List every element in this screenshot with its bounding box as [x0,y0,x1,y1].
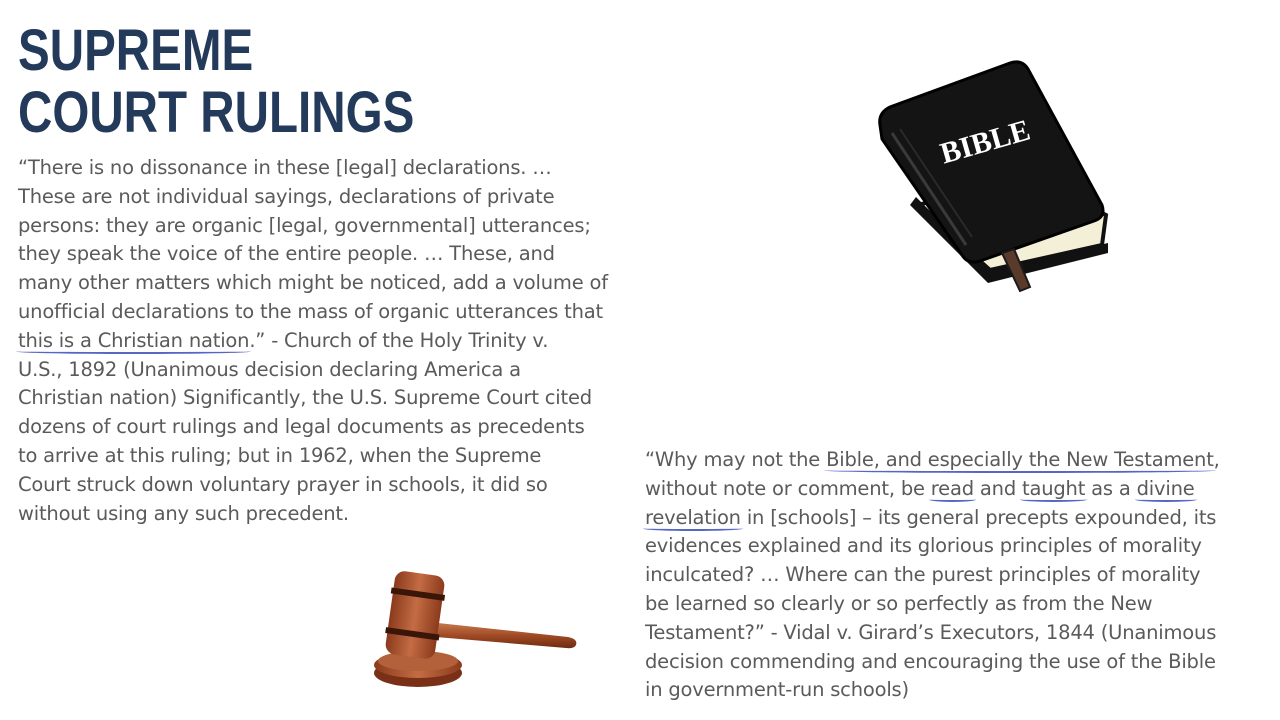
quote1-line [18,327,658,356]
bible-label: BIBLE [936,113,1034,171]
quote2-line [645,446,1275,475]
underlined-phrase: Bible, and especially the New Testament [826,448,1214,471]
quote1-line: Christian nation) Significantly, the U.S. Supreme Court cited [18,386,592,410]
underlined-phrase: this is a Christian nation [18,328,250,352]
quote1-line: many other matters which might be noticed, add a volume of [18,271,608,295]
quote2-line: in government-run schools) [645,678,909,702]
bible-book-icon [870,55,1120,295]
quote1-line: dozens of court rulings and legal documents as precedents [18,415,585,439]
quote2-line: inculcated? … Where can the purest principles of morality [645,563,1201,587]
quote1-line: without using any such precedent. [18,501,349,525]
quote2-text: without note or comment, be [645,476,931,500]
quote2-line [645,475,1275,504]
gavel-icon [368,565,583,700]
underlined-word: divine [1136,476,1195,500]
holy-trinity-quote [18,154,658,528]
title-line-1: SUPREME [18,18,254,83]
quote2-line: be learned so clearly or so perfectly as from the New [645,591,1153,615]
quote2-text: and [973,476,1023,500]
quote2-text: in [schools] – its general precepts expounded, its [740,505,1217,529]
underlined-word: revelation [645,505,741,529]
quote2-text: “Why may not the [645,448,827,471]
quote1-line: These are not individual sayings, declarations of private [18,184,555,208]
underlined-word: taught [1022,476,1086,500]
quote2-line: Testament?” - Vidal v. Girard’s Executors, 1844 (Unanimous [645,620,1217,644]
quote1-line: unofficial declarations to the mass of organic utterances that [18,299,603,323]
quote2-line: decision commending and encouraging the use of the Bible [645,649,1216,673]
quote1-line: to arrive at this ruling; but in 1962, when the Supreme [18,443,542,467]
quote1-text: .” - Church of the Holy Trinity v. [249,328,549,352]
title-line-2: COURT RULINGS [18,80,415,145]
quote1-line: persons: they are organic [legal, governmental] utterances; [18,213,591,237]
quote1-line: they speak the voice of the entire people. … These, and [18,242,555,266]
gavel-head [384,570,445,660]
quote2-line [645,504,1275,533]
quote2-text: , [1213,448,1220,471]
underlined-word: read [930,476,974,500]
quote1-line: U.S., 1892 (Unanimous decision declaring America a [18,357,521,381]
quote1-line: Court struck down voluntary prayer in schools, it did so [18,472,548,496]
quote1-line: “There is no dissonance in these [legal] declarations. … [18,156,552,179]
quote2-line: evidences explained and its glorious principles of morality [645,534,1202,558]
vidal-girard-quote [645,446,1275,705]
gavel-handle [436,623,576,648]
slide-title [18,20,414,144]
quote2-text: as a [1085,476,1137,500]
